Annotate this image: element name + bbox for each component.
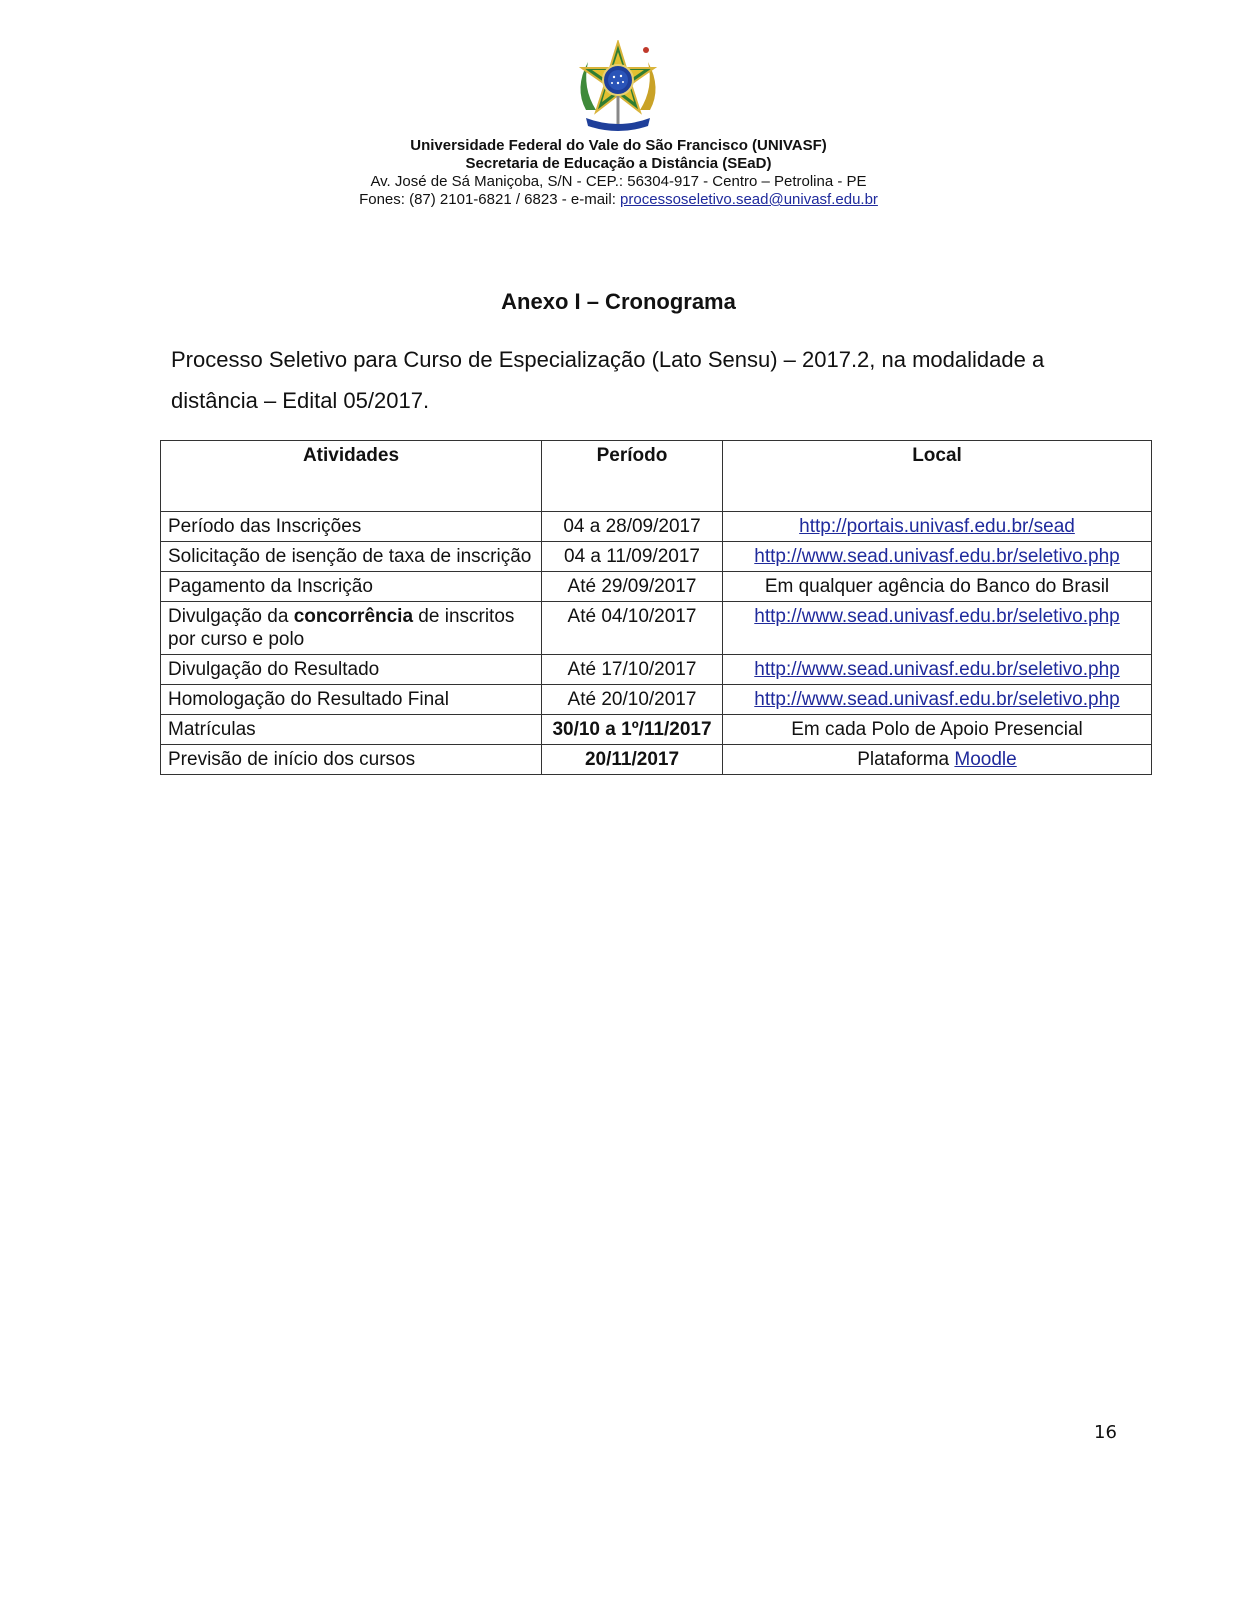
local-link[interactable]: http://portais.univasf.edu.br/sead [799, 516, 1075, 537]
local-link[interactable]: http://www.sead.univasf.edu.br/seletivo.php [754, 689, 1120, 710]
table-row [161, 542, 1152, 572]
cell-periodo: Até 29/09/2017 [542, 572, 723, 602]
cell-periodo: 04 a 11/09/2017 [542, 542, 723, 572]
atividade-text: Divulgação da [168, 606, 294, 627]
cell-periodo: 04 a 28/09/2017 [542, 512, 723, 542]
table-row [161, 685, 1152, 715]
cell-local: Em qualquer agência do Banco do Brasil [723, 572, 1152, 602]
cell-atividade [161, 602, 542, 655]
cell-atividade: Previsão de início dos cursos [161, 745, 542, 775]
email-link[interactable]: processoseletivo.sead@univasf.edu.br [620, 191, 878, 208]
cell-local [723, 602, 1152, 655]
cell-atividade: Pagamento da Inscrição [161, 572, 542, 602]
local-link[interactable]: http://www.sead.univasf.edu.br/seletivo.php [754, 606, 1120, 627]
moodle-link[interactable]: Moodle [954, 749, 1017, 770]
cell-atividade: Divulgação do Resultado [161, 655, 542, 685]
phones: Fones: (87) 2101-6821 / 6823 - e-mail: [359, 191, 621, 208]
cell-periodo: 30/10 a 1º/11/2017 [542, 715, 723, 745]
cell-local [723, 685, 1152, 715]
secretaria-name: Secretaria de Educação a Distância (SEaD) [465, 155, 772, 172]
cell-local [723, 542, 1152, 572]
page-title: Anexo I – Cronograma [501, 289, 736, 314]
cell-periodo: 20/11/2017 [542, 745, 723, 775]
letterhead [0, 137, 1237, 209]
cell-atividade: Matrículas [161, 715, 542, 745]
schedule-table [160, 440, 1152, 775]
cell-local: Em cada Polo de Apoio Presencial [723, 715, 1152, 745]
cell-atividade: Solicitação de isenção de taxa de inscrição [161, 542, 542, 572]
table-row [161, 715, 1152, 745]
contact-line [0, 191, 1237, 209]
table-header-row [161, 441, 1152, 512]
header-local: Local [723, 441, 1152, 512]
local-link[interactable]: http://www.sead.univasf.edu.br/seletivo.php [754, 659, 1120, 680]
table-row [161, 512, 1152, 542]
atividade-bold-text: concorrência [293, 606, 414, 627]
header-atividades: Atividades [161, 441, 542, 512]
cell-atividade: Homologação do Resultado Final [161, 685, 542, 715]
table-row [161, 602, 1152, 655]
university-name: Universidade Federal do Vale do São Francisco (UNIVASF) [410, 137, 827, 154]
table-row [161, 572, 1152, 602]
cell-local [723, 512, 1152, 542]
cell-periodo: Até 17/10/2017 [542, 655, 723, 685]
table-row [161, 745, 1152, 775]
cell-periodo: Até 04/10/2017 [542, 602, 723, 655]
intro-paragraph: Processo Seletivo para Curso de Especialização (Lato Sensu) – 2017.2, na modalidade a distância – Edital 05/2017. [171, 347, 1045, 413]
address: Av. José de Sá Maniçoba, S/N - CEP.: 56304-917 - Centro – Petrolina - PE [370, 173, 867, 190]
atividade-text-post: de inscritos por curso e polo [168, 606, 515, 650]
brasao-emblem-icon [568, 40, 668, 136]
page-number: 16 [1094, 1422, 1117, 1443]
header-periodo: Período [542, 441, 723, 512]
local-link[interactable]: http://www.sead.univasf.edu.br/seletivo.php [754, 546, 1120, 567]
cell-periodo: Até 20/10/2017 [542, 685, 723, 715]
table-row [161, 655, 1152, 685]
cell-local [723, 745, 1152, 775]
local-text: Plataforma [857, 749, 955, 770]
cell-local [723, 655, 1152, 685]
cell-atividade: Período das Inscrições [161, 512, 542, 542]
